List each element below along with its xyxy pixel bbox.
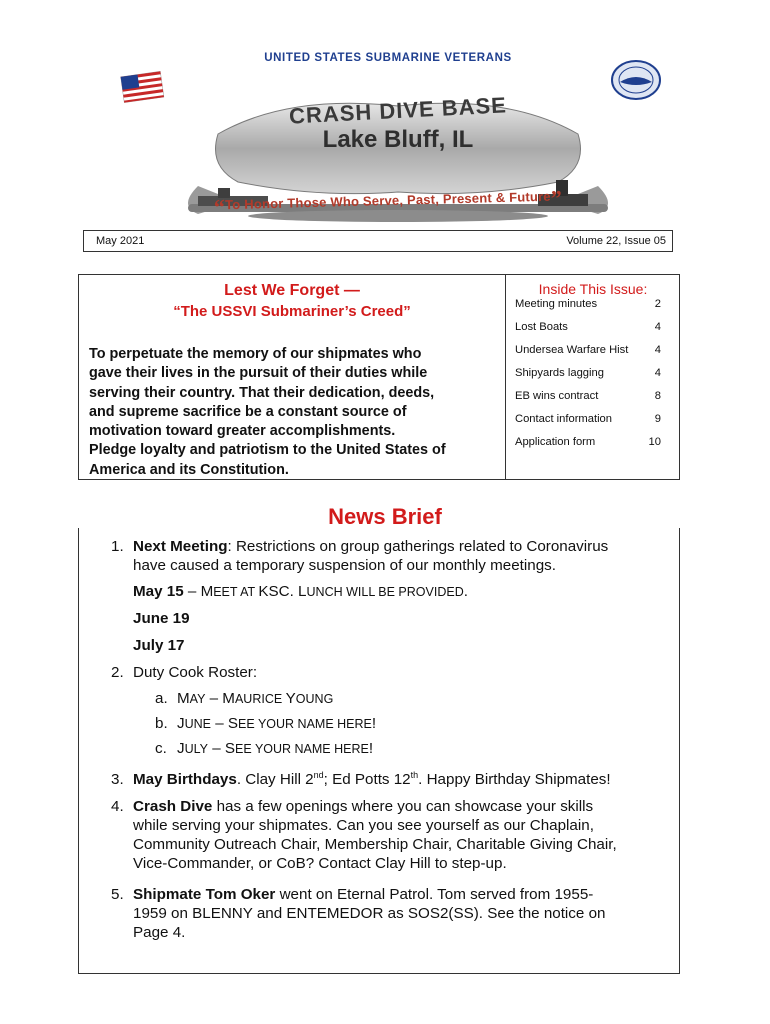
creed-line: America and its Constitution. bbox=[89, 461, 289, 478]
creed-box bbox=[78, 274, 680, 480]
toc-item: Undersea Warfare Hist 4 bbox=[515, 344, 661, 356]
toc-item: Application form 10 bbox=[515, 436, 661, 448]
creed-text bbox=[89, 345, 499, 480]
meeting-date: July 17 bbox=[133, 637, 185, 654]
roster-entry: MAY – MAURICE YOUNG bbox=[177, 690, 334, 707]
masthead-banner bbox=[98, 52, 678, 220]
roster-entry: JULY – SEE YOUR NAME HERE! bbox=[177, 740, 374, 757]
toc-item: Contact information 9 bbox=[515, 413, 661, 425]
news-brief-title: News Brief bbox=[328, 504, 442, 529]
item-number: 5. bbox=[111, 886, 124, 903]
meeting-date: June 19 bbox=[133, 610, 190, 627]
creed-line: and supreme sacrifice be a constant source of bbox=[89, 403, 407, 420]
toc-item: Meeting minutes 2 bbox=[515, 298, 661, 310]
org-name: UNITED STATES SUBMARINE VETERANS bbox=[264, 52, 512, 64]
creed-line: Pledge loyalty and patriotism to the United States of bbox=[89, 442, 446, 459]
motto: “To Honor Those Who Serve, Past, Present & Future” bbox=[213, 185, 563, 220]
item-number: 2. bbox=[111, 664, 124, 681]
item-number: 3. bbox=[111, 771, 124, 788]
base-location: Lake Bluff, IL bbox=[322, 126, 474, 153]
issue-bar bbox=[83, 230, 673, 252]
roster-letter: c. bbox=[155, 740, 167, 757]
creed-line: serving their country. That their dedication, deeds, bbox=[89, 384, 435, 401]
base-name: CRASH DIVE BASE bbox=[288, 92, 508, 129]
news-item-cook-roster: Duty Cook Roster: bbox=[133, 664, 258, 681]
toc-item: EB wins contract 8 bbox=[515, 390, 661, 402]
toc-title: Inside This Issue: bbox=[538, 281, 648, 297]
us-flag-icon bbox=[116, 64, 168, 106]
roster-letter: a. bbox=[155, 690, 168, 707]
creed-subtitle: “The USSVI Submariner’s Creed” bbox=[173, 303, 411, 320]
item-number: 1. bbox=[111, 538, 124, 555]
column-divider bbox=[505, 275, 506, 479]
news-item-next-meeting: Next Meeting: Restrictions on group gatherings related to Coronavirus have caused a temporary suspension of our monthly meetings. bbox=[133, 538, 609, 574]
toc-item: Lost Boats 4 bbox=[515, 321, 661, 333]
news-item-eternal-patrol: Shipmate Tom Oker went on Eternal Patrol. Tom served from 1955- 1959 on BLENNY and ENTEMEDOR as SOS2(SS). See the notice on Page 4. bbox=[133, 886, 606, 941]
news-item-crash-dive: Crash Dive has a few openings where you can showcase your skills while serving your shipmates. Can you see yourself as our Chaplain, Community Outreach Chair, Membership Chair, Charitable Giving Chair, Vice-Commander, or CoB? Contact Clay Hill to step-up. bbox=[133, 798, 617, 872]
creed-line: gave their lives in the pursuit of their duties while bbox=[89, 365, 428, 382]
meeting-date: May 15 – MEET AT KSC. LUNCH WILL BE PROVIDED. bbox=[133, 583, 468, 600]
roster-entry: JUNE – SEE YOUR NAME HERE! bbox=[177, 715, 377, 732]
issue-date: May 2021 bbox=[96, 235, 145, 247]
toc-item: Shipyards lagging 4 bbox=[515, 367, 661, 379]
creed-line: To perpetuate the memory of our shipmates who bbox=[89, 346, 422, 362]
creed-title: Lest We Forget — bbox=[224, 282, 360, 299]
issue-volume: Volume 22, Issue 05 bbox=[566, 235, 666, 247]
news-item-birthdays: May Birthdays. Clay Hill 2nd; Ed Potts 12th. Happy Birthday Shipmates! bbox=[133, 769, 611, 788]
item-number: 4. bbox=[111, 798, 124, 815]
creed-line: motivation toward greater accomplishments. bbox=[89, 423, 396, 440]
roster-letter: b. bbox=[155, 715, 168, 732]
